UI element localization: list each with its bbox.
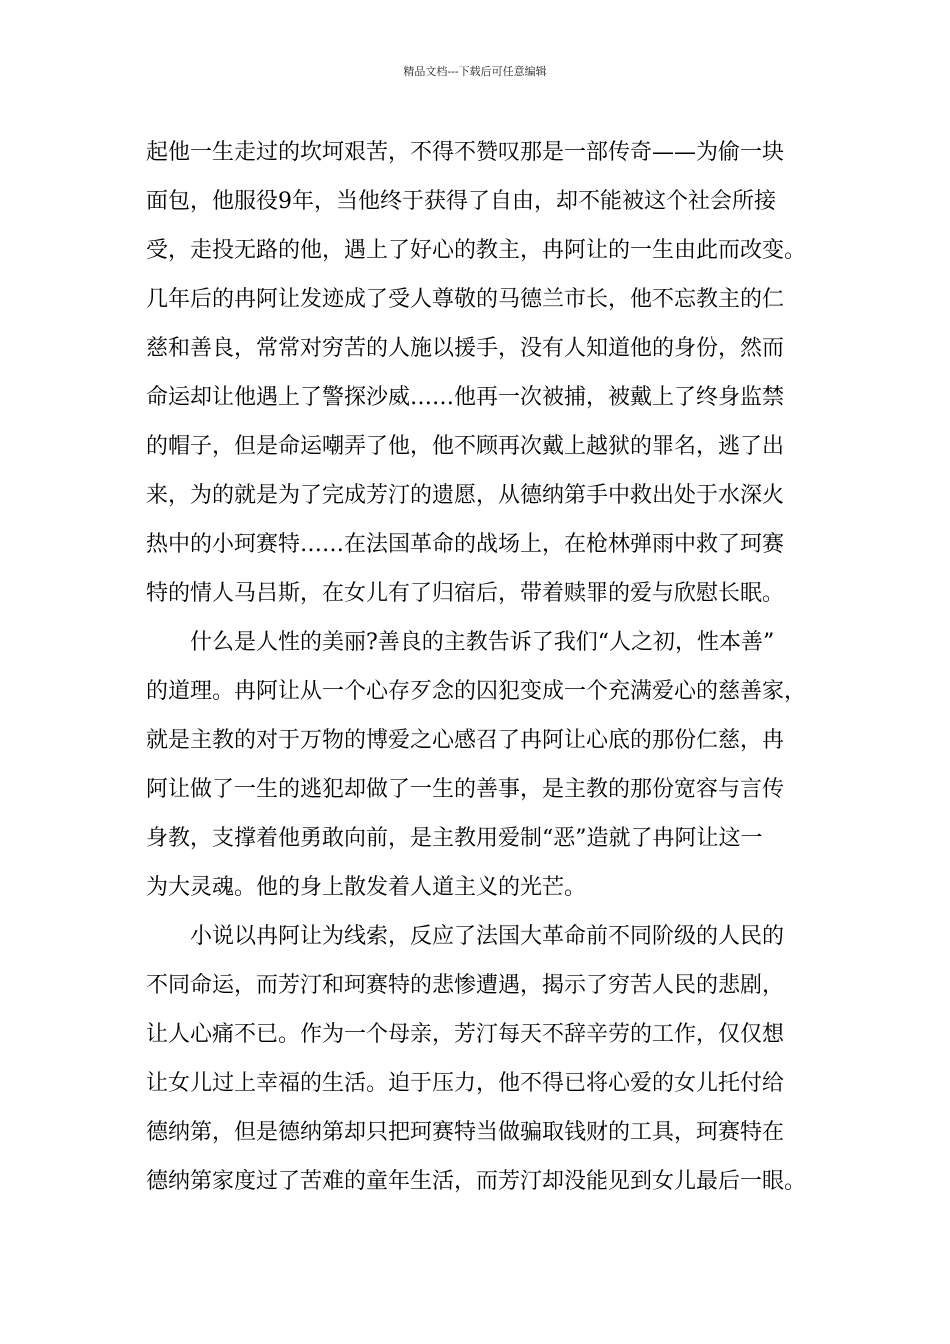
text-line: 什么是人性的美丽?善良的主教告诉了我们“人之初，性本善” (190, 630, 775, 655)
text-line: 让女儿过上幸福的生活。迫于压力，他不得已将心爱的女儿托付给 (146, 1071, 785, 1096)
text-line: 面包，他服役9年，当他终于获得了自由，却不能被这个社会所接 (146, 189, 776, 214)
text-line: 热中的小珂赛特……在法国革命的战场上，在枪林弹雨中救了珂赛 (146, 532, 785, 557)
text-line: 命运却让他遇上了警探沙威……他再一次被捕，被戴上了终身监禁 (146, 385, 785, 410)
text-line: 为大灵魂。他的身上散发着人道主义的光芒。 (146, 875, 587, 900)
paragraph-1 (146, 128, 826, 618)
text-line: 的帽子，但是命运嘲弄了他，他不顾再次戴上越狱的罪名，逃了出 (146, 434, 785, 459)
paragraph-3 (146, 912, 826, 1206)
text-line: 不同命运，而芳汀和珂赛特的悲惨遭遇，揭示了穷苦人民的悲剧， (146, 973, 785, 998)
text-line: 就是主教的对于万物的博爱之心感召了冉阿让心底的那份仁慈，冉 (146, 728, 785, 753)
page-header: 精品文档---下载后可任意编辑 (403, 65, 547, 78)
text-line: 德纳第，但是德纳第却只把珂赛特当做骗取钱财的工具，珂赛特在 (146, 1120, 785, 1145)
text-line: 受，走投无路的他，遇上了好心的教主，冉阿让的一生由此而改变。 (146, 238, 807, 263)
paragraph-2 (146, 618, 826, 912)
document-body (146, 128, 826, 1206)
text-line: 几年后的冉阿让发迹成了受人尊敬的马德兰市长，他不忘教主的仁 (146, 287, 785, 312)
text-line: 起他一生走过的坎坷艰苦，不得不赞叹那是一部传奇——为偷一块 (146, 140, 785, 165)
text-line: 阿让做了一生的逃犯却做了一生的善事，是主教的那份宽容与言传 (146, 777, 785, 802)
text-line: 的道理。冉阿让从一个心存歹念的囚犯变成一个充满爱心的慈善家， (146, 679, 807, 704)
text-line: 德纳第家度过了苦难的童年生活，而芳汀却没能见到女儿最后一眼。 (146, 1169, 807, 1194)
text-line: 特的情人马吕斯，在女儿有了归宿后，带着赎罪的爱与欣慰长眠。 (146, 581, 785, 606)
text-line: 让人心痛不已。作为一个母亲，芳汀每天不辞辛劳的工作，仅仅想 (146, 1022, 785, 1047)
text-line: 来，为的就是为了完成芳汀的遗愿，从德纳第手中救出处于水深火 (146, 483, 785, 508)
text-line: 小说以冉阿让为线索，反应了法国大革命前不同阶级的人民的 (190, 924, 785, 949)
text-line: 身教，支撑着他勇敢向前，是主教用爱制“恶”造就了冉阿让这一 (146, 826, 763, 851)
text-line: 慈和善良，常常对穷苦的人施以援手，没有人知道他的身份，然而 (146, 336, 785, 361)
